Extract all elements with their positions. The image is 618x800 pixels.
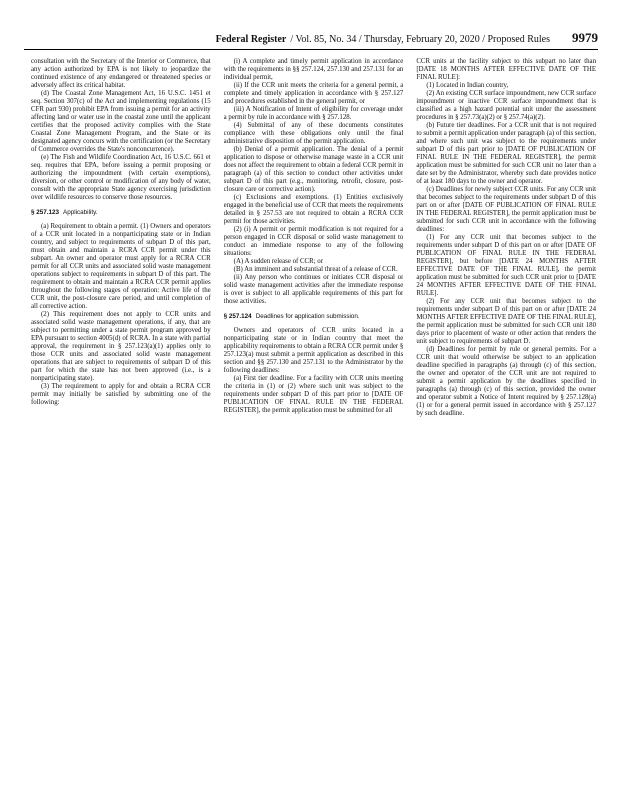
column-1 bbox=[31, 58, 211, 780]
header-issue-info: / Vol. 85, No. 34 / Thursday, February 20, 2020 / Proposed Rules bbox=[290, 34, 550, 45]
paragraph: (2) For any CCR unit that becomes subject to the requirements under subpart D of this part on or after [DATE 24 MONTHS AFTER EFFECTIVE DATE OF THE FINAL RULE], the permit application must be submitted for such CCR unit 180 days prior to placement of waste or other action that renders the unit subject to requirements of subpart D. bbox=[416, 298, 597, 345]
header-rule bbox=[24, 49, 598, 50]
paragraph: (b) Denial of a permit application. The denial of a permit application to dispose or otherwise manage waste in a CCR unit does not affect the requirement to obtain a federal CCR permit in paragraph (a) of this section to conduct other activities under subpart D of this part (e.g., monitoring, retrofit, closure, post-closure care or corrective action). bbox=[223, 146, 404, 193]
paragraph: (b) Future tier deadlines. For a CCR unit that is not required to submit a permit application under paragraph (a) of this section, and where such unit was subject to the requirements under subpart D of this part prior to [DATE OF PUBLICATION OF FINAL RULE IN THE FEDERAL REGISTER], the permit application must be submitted for such CCR unit no later than a date set by the Administrator, whereby such date provides notice of at least 180 days to the owner and operator. bbox=[416, 122, 597, 185]
paragraph: (ii) If the CCR unit meets the criteria for a general permit, a complete and timely application in accordance with § 257.127 and procedures established in the general permit, or bbox=[223, 82, 404, 105]
paragraph: (3) The requirement to apply for and obtain a RCRA CCR permit may initially be satisfied by submitting one of the following: bbox=[31, 383, 211, 406]
paragraph: (4) Submittal of any of these documents constitutes compliance with these obligations only until the final administrative disposition of the permit application. bbox=[223, 122, 404, 145]
paragraph: (ii) Any person who continues or initiates CCR disposal or solid waste management activities after the immediate response is over is subject to all applicable requirements of this part for those activities. bbox=[223, 274, 404, 305]
paragraph: (A) A sudden release of CCR; or bbox=[233, 258, 324, 265]
paragraph: (c) Exclusions and exemptions. (1) Entities exclusively engaged in the beneficial use of CCR that meets the requirements detailed in § 257.53 are not required to obtain a RCRA CCR permit for those activities. bbox=[223, 194, 404, 225]
page-header bbox=[24, 30, 598, 46]
publication-name: Federal Register bbox=[215, 34, 287, 45]
section-number: § 257.123 bbox=[31, 209, 60, 216]
column-2 bbox=[224, 58, 404, 780]
section-heading bbox=[224, 313, 404, 321]
paragraph: (1) For any CCR unit that becomes subject to the requirements under subpart D of this part on or after [DATE OF PUBLICATION OF FINAL RULE IN THE FEDERAL REGISTER], but before [DATE 24 MONTHS AFTER EFFECTIVE DATE OF THE FINAL RULE], the permit application must be submitted for such CCR unit prior to [DATE 24 MONTHS AFTER EFFECTIVE DATE OF THE FINAL RULE]. bbox=[416, 234, 597, 297]
paragraph: (1) Located in Indian country, bbox=[426, 82, 509, 89]
paragraph: (c) Deadlines for newly subject CCR units. For any CCR unit that becomes subject to the requirements under subpart D of this part on or after [DATE OF PUBLICATION OF FINAL RULE IN THE FEDERAL REGISTER], the permit application must be submitted for such CCR unit in accordance with the following deadlines: bbox=[416, 186, 597, 233]
section-title: Deadlines for application submission. bbox=[255, 313, 360, 320]
paragraph: (iii) A Notification of Intent of eligibility for coverage under a permit by rule in accordance with § 257.128. bbox=[223, 106, 404, 121]
text-columns bbox=[31, 58, 596, 780]
paragraph: (2) (i) A permit or permit modification is not required for a person engaged in CCR disposal or solid waste management to conduct an immediate response to any of the following situations: bbox=[223, 226, 404, 257]
section-heading bbox=[31, 209, 211, 217]
section-title: Applicability. bbox=[63, 209, 98, 216]
paragraph: (a) Requirement to obtain a permit. (1) Owners and operators of a CCR unit located in a nonparticipating state or in Indian country, and subject to requirements of subpart D of this part, must obtain and maintain a RCRA CCR permit under this subpart. An owner and operator must apply for a RCRA CCR permit for all CCR units and associated solid waste management operations subject to requirements in subpart D of this part. The requirement to obtain and maintain a RCRA CCR permit applies throughout the following stages of operation: Active life of the CCR unit, the post-closure care period, and until completion of all corrective action. bbox=[31, 223, 211, 310]
paragraph: consultation with the Secretary of the Interior or Commerce, that any action authorized by EPA is not likely to jeopardize the continued existence of any endangered or threatened species or adversely affect its critical habitat. bbox=[31, 58, 211, 89]
paragraph: (d) The Coastal Zone Management Act, 16 U.S.C. 1451 et seq. Section 307(c) of the Act and implementing regulations (15 CFR part 930) prohibit EPA from issuing a permit for an activity affecting land or water use in the coastal zone until the applicant certifies that the proposed activity complies with the State Coastal Zone Management Program, and the State or its designated agency concurs with the certification (or the Secretary of Commerce overrides the State's nonconcurrence). bbox=[31, 90, 211, 153]
paragraph: (2) An existing CCR surface impoundment, new CCR surface impoundment or inactive CCR surface impoundment that is classified as a high hazard potential unit under the assessment procedures in § 257.73(a)(2) or § 257.74(a)(2). bbox=[416, 90, 597, 121]
paragraph: (d) Deadlines for permit by rule or general permits. For a CCR unit that would otherwise be subject to an application deadline specified in paragraphs (a) through (c) of this section, the owner and operator of the CCR unit are not required to submit a permit application by the deadlines specified in paragraphs (a) through (c) of this section, provided the owner and operator submit a Notice of Intent required by § 257.128(a)(1) or for a general permit issued in accordance with § 257.127 by such deadline. bbox=[416, 346, 597, 417]
paragraph: (i) A complete and timely permit application in accordance with the requirements in §§ 257.124, 257.130 and 257.131 for an individual permit, bbox=[223, 58, 404, 81]
paragraph: (a) First tier deadline. For a facility with CCR units meeting the criteria in (1) or (2) where such unit was subject to the requirements under subpart D of this part prior to [DATE OF PUBLICATION OF FINAL RULE IN THE FEDERAL REGISTER], the permit application must be submitted for all bbox=[223, 375, 404, 414]
paragraph: (B) An imminent and substantial threat of a release of CCR. bbox=[233, 266, 398, 273]
paragraph: (2) This requirement does not apply to CCR units and associated solid waste management operations, if any, that are subject to permitting under a state permit program approved by EPA pursuant to section 4005(d) of RCRA. In a state with partial approval, the requirement in § 257.123(a)(1) applies only to those CCR units and associated solid waste management operations that are subject to requirements of subpart D of this part for which the state has not been approved (i.e., is a nonparticipating state). bbox=[31, 311, 211, 382]
paragraph: Owners and operators of CCR units located in a nonparticipating state or in Indian country that meet the applicability requirements to obtain a RCRA CCR permit under § 257.123(a) must submit a permit application as described in this section and §§ 257.130 and 257.131 to the Administrator by the following deadlines: bbox=[223, 327, 404, 374]
paragraph: (e) The Fish and Wildlife Coordination Act, 16 U.S.C. 661 et seq. requires that EPA, before issuing a permit proposing or authorizing the impoundment (with certain exemptions), diversion, or other control or modification of any body of water, consult with the appropriate State agency exercising jurisdiction over wildlife resources to conserve those resources. bbox=[31, 154, 211, 201]
column-3 bbox=[416, 58, 596, 780]
section-number: § 257.124 bbox=[223, 313, 252, 320]
paragraph: CCR units at the facility subject to this subpart no later than [DATE 18 MONTHS AFTER EFFECTIVE DATE OF THE FINAL RULE]: bbox=[416, 58, 597, 81]
page-number: 9979 bbox=[572, 30, 598, 45]
